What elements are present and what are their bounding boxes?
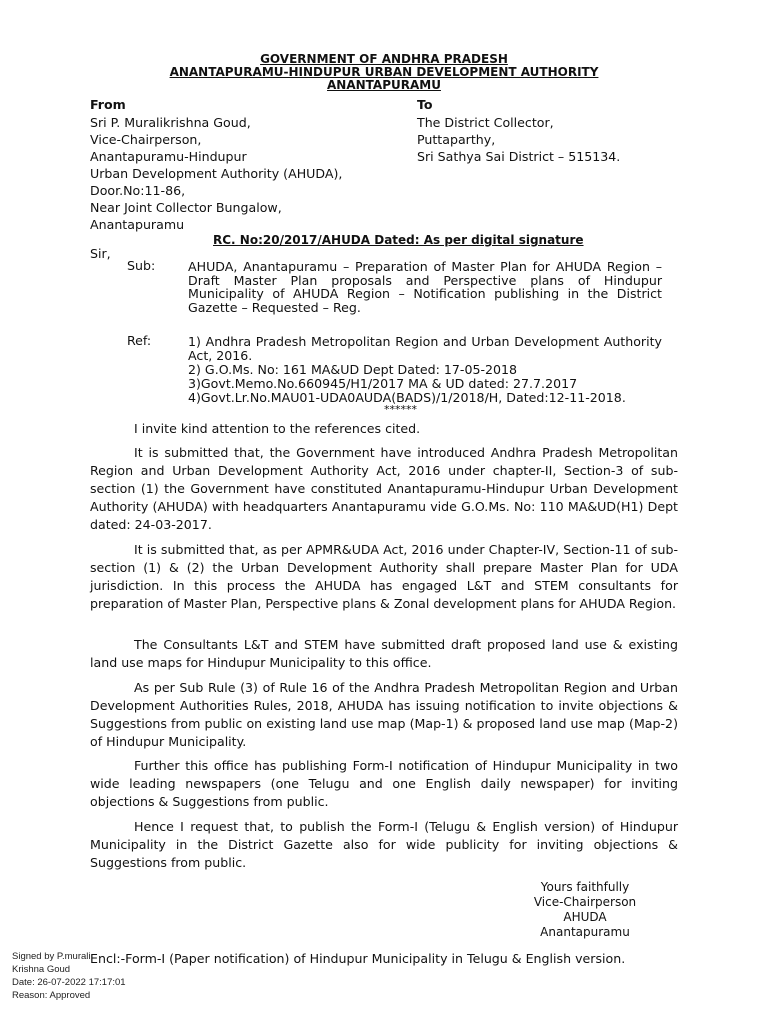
subject-text: AHUDA, Anantapuramu – Preparation of Master Plan for AHUDA Region – Draft Master Plan proposals and Perspective plans of Hindupur Municipality of AHUDA Region – Notification publishing in the District Gazette – Requested – Reg. <box>188 259 662 315</box>
from-line: Door.No:11-86, <box>90 183 186 198</box>
to-label: To <box>417 97 433 112</box>
signature-line: Krishna Goud <box>12 964 71 975</box>
paragraph-text: The Consultants L&T and STEM have submitted draft proposed land use & existing land use maps for Hindupur Municipality to this office. <box>90 637 678 670</box>
body-paragraph <box>90 420 678 438</box>
body-paragraph <box>90 818 678 872</box>
reference-item: 1) Andhra Pradesh Metropolitan Region and Urban Development Authority Act, 2016. <box>188 334 662 363</box>
closing-line: Yours faithfully <box>540 880 630 894</box>
signature-line: Date: 26-07-2022 17:17:01 <box>12 977 126 988</box>
from-line: Anantapuramu <box>90 217 185 232</box>
paragraph-text: It is submitted that, as per APMR&UDA Act, 2016 under Chapter-IV, Section-11 of sub-section (1) & (2) the Urban Development Authority shall prepare Master Plan for UDA jurisdiction. In this process the AHUDA has engaged L&T and STEM consultants for preparation of Master Plan, Perspective plans & Zonal development plans for AHUDA Region. <box>90 542 678 611</box>
header-authority: ANANTAPURAMU-HINDUPUR URBAN DEVELOPMENT AUTHORITY <box>169 65 599 79</box>
reference-label: Ref: <box>127 333 152 348</box>
reference-item: 4)Govt.Lr.No.MAU01-UDA0AUDA(BADS)/1/2018/H, Dated:12-11-2018. <box>188 390 626 405</box>
closing-line: Vice-Chairperson <box>533 895 637 909</box>
reference-item: 3)Govt.Memo.No.660945/H1/2017 MA & UD dated: 27.7.2017 <box>188 376 578 391</box>
from-line: Urban Development Authority (AHUDA), <box>90 166 343 181</box>
from-line: Anantapuramu-Hindupur <box>90 149 247 164</box>
closing-block <box>530 880 640 940</box>
body-paragraph <box>90 541 678 613</box>
separator-stars: ****** <box>384 403 417 416</box>
from-label: From <box>90 97 126 112</box>
header-city: ANANTAPURAMU <box>327 78 441 92</box>
signature-line: Signed by P.murali <box>12 951 91 962</box>
signature-line: Reason: Approved <box>12 990 91 1001</box>
subject-label: Sub: <box>127 258 156 273</box>
reference-number: RC. No:20/2017/AHUDA Dated: As per digital signature <box>213 233 584 247</box>
paragraph-text: Hence I request that, to publish the Form-I (Telugu & English version) of Hindupur Municipality in the District Gazette also for wide publicity for inviting objections & Suggestions from public. <box>90 819 678 870</box>
paragraph-text: Further this office has publishing Form-I notification of Hindupur Municipality in two wide leading newspapers (one Telugu and one English daily newspaper) for inviting objections & Suggestions from public. <box>90 758 678 809</box>
closing-line: AHUDA <box>563 910 607 924</box>
body-paragraph <box>90 636 678 672</box>
body-paragraph <box>90 679 678 751</box>
paragraph-text: As per Sub Rule (3) of Rule 16 of the Andhra Pradesh Metropolitan Region and Urban Development Authorities Rules, 2018, AHUDA has issuing notification to invite objections & Suggestions from public on existing land use map (Map-1) & proposed land use map (Map-2) of Hindupur Municipality. <box>90 680 678 749</box>
from-line: Vice-Chairperson, <box>90 132 202 147</box>
enclosure-note: Encl:-Form-I (Paper notification) of Hindupur Municipality in Telugu & English version. <box>90 951 626 966</box>
salutation: Sir, <box>90 246 111 261</box>
reference-list <box>188 335 662 405</box>
to-line: The District Collector, <box>417 115 554 130</box>
header-government: GOVERNMENT OF ANDHRA PRADESH <box>260 52 508 66</box>
closing-line: Anantapuramu <box>540 925 630 939</box>
reference-item: 2) G.O.Ms. No: 161 MA&UD Dept Dated: 17-05-2018 <box>188 362 518 377</box>
from-line: Sri P. Muralikrishna Goud, <box>90 115 251 130</box>
digital-signature-stamp <box>0 950 126 1002</box>
from-line: Near Joint Collector Bungalow, <box>90 200 282 215</box>
paragraph-text: I invite kind attention to the references cited. <box>134 421 421 436</box>
body-paragraph <box>90 444 678 534</box>
to-line: Puttaparthy, <box>417 132 496 147</box>
paragraph-text: It is submitted that, the Government have introduced Andhra Pradesh Metropolitan Region and Urban Development Authority Act, 2016 under chapter-II, Section-3 of sub-section (1) the Government have constituted Anantapuramu-Hindupur Urban Development Authority (AHUDA) with headquarters Anantapuramu vide G.O.Ms. No: 110 MA&UD(H1) Dept dated: 24-03-2017. <box>90 445 678 532</box>
body-paragraph <box>90 757 678 811</box>
to-line: Sri Sathya Sai District – 515134. <box>417 149 621 164</box>
